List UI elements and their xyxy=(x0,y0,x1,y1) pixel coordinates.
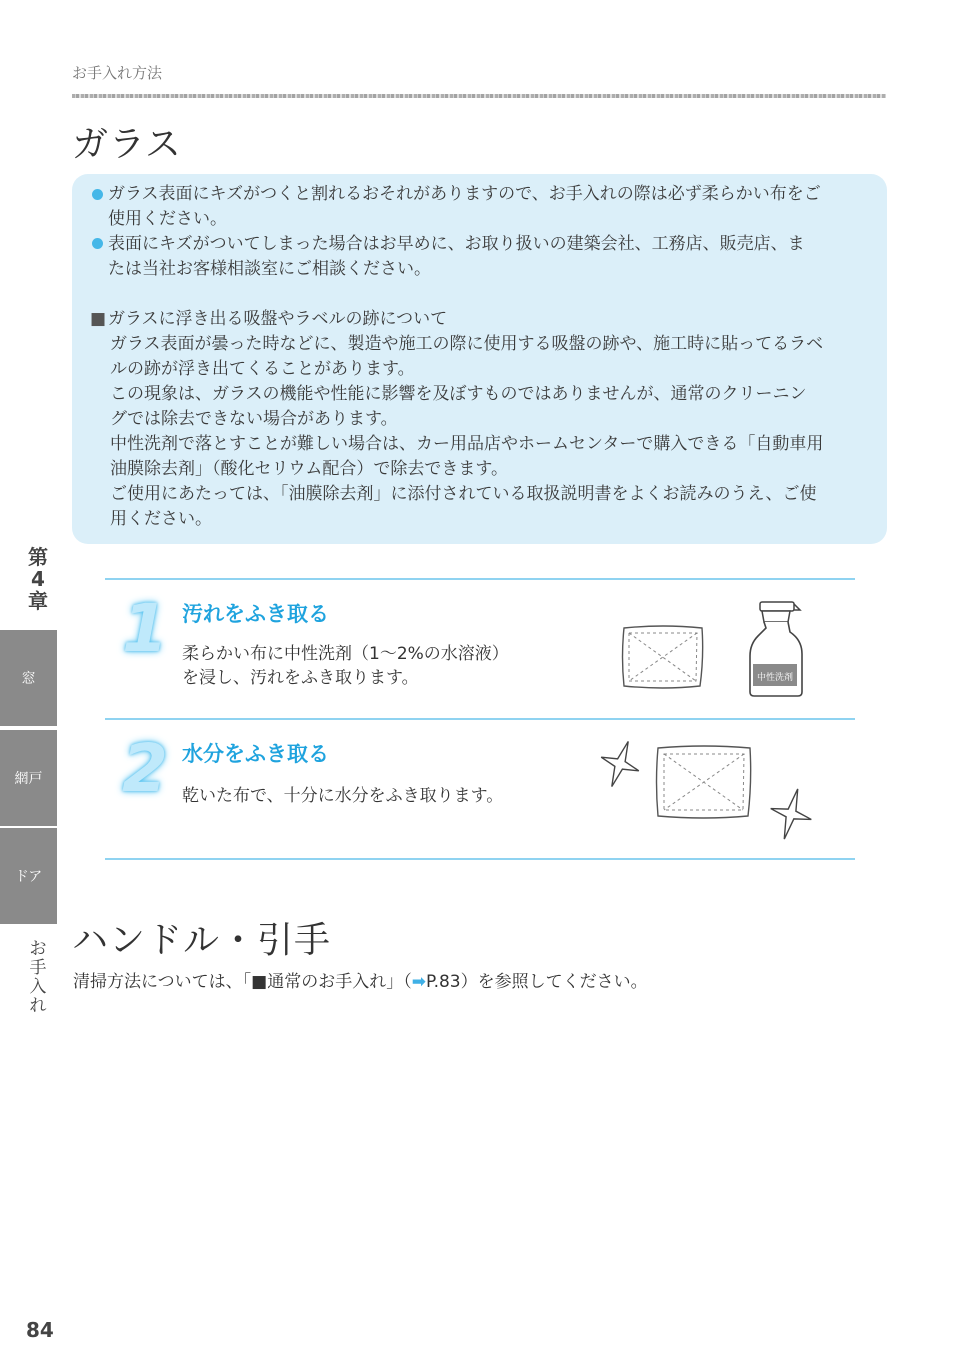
step-2-number: 2 xyxy=(122,730,168,807)
note-line: ガラス表面が曇った時などに、製造や施工の際に使用する吸盤の跡や、施工時に貼ってるラベ xyxy=(110,334,824,354)
bullet-dot-icon xyxy=(92,238,103,249)
ref-suffix: ）を参照してください。 xyxy=(460,972,648,992)
step-1-text-line-1: 柔らかい布に中性洗剤（1〜2%の水溶液） xyxy=(182,644,509,664)
detergent-bottle-icon xyxy=(742,598,806,700)
page-reference-link[interactable]: P.83 xyxy=(425,972,461,992)
header-divider xyxy=(72,94,886,98)
dry-cloth-icon xyxy=(652,742,756,822)
step-2-text-line-1: 乾いた布で、十分に水分をふき取ります。 xyxy=(182,786,504,806)
running-header: お手入れ方法 xyxy=(72,64,163,82)
sidebar-tab-screen[interactable]: 網戸 xyxy=(0,728,57,826)
bullet-2-line-2: たは当社お客様相談室にご相談ください。 xyxy=(108,259,431,279)
ref-section-name: 通常のお手入れ xyxy=(267,972,387,992)
sparkle-icon xyxy=(768,786,814,842)
sidebar-tab-care-active[interactable]: お 手 入 れ xyxy=(29,939,47,1016)
bullet-dot-icon xyxy=(92,189,103,200)
ref-square-icon: ■ xyxy=(251,972,268,992)
step-divider xyxy=(105,718,855,720)
bullet-1-line-1: ガラス表面にキズがつくと割れるおそれがありますので、お手入れの際は必ず柔らかい布をご xyxy=(108,184,821,204)
note-line: ルの跡が浮き出てくることがあります。 xyxy=(110,359,415,379)
bottle-label: 中性洗剤 xyxy=(756,673,793,683)
note-line: グでは除去できない場合があります。 xyxy=(110,409,398,429)
glass-section-title: ガラス xyxy=(72,124,182,165)
note-square-icon: ■ xyxy=(90,309,107,329)
bullet-1-line-2: 使用ください。 xyxy=(108,209,227,229)
sidebar-tab-door[interactable]: ドア xyxy=(0,826,57,924)
note-line: この現象は、ガラスの機能や性能に影響を及ぼすものではありませんが、通常のクリーニン xyxy=(110,384,807,404)
chapter-label: 第 4 章 xyxy=(28,545,48,613)
step-2-title: 水分をふき取る xyxy=(182,742,329,766)
step-divider xyxy=(105,858,855,860)
arrow-right-icon: ➡ xyxy=(411,972,426,992)
step-1-title: 汚れをふき取る xyxy=(182,602,329,626)
sparkle-icon xyxy=(598,738,642,792)
step-divider xyxy=(105,578,855,580)
step-1-number: 1 xyxy=(122,590,168,667)
note-line: ご使用にあたっては、「油膜除去剤」に添付されている取扱説明書をよくお読みのうえ、ご使 xyxy=(110,484,817,504)
step-1-text-line-2: を浸し、汚れをふき取ります。 xyxy=(182,668,419,688)
note-line: 油膜除去剤」（酸化セリウム配合）で除去できます。 xyxy=(110,459,508,479)
note-line: 中性洗剤で落とすことが難しい場合は、カー用品店やホームセンターで購入できる「自動車用 xyxy=(110,434,824,454)
wet-cloth-icon xyxy=(618,622,708,692)
sidebar-tab-window[interactable]: 窓 xyxy=(0,630,57,726)
note-line: 用ください。 xyxy=(110,509,212,529)
page-number: 84 xyxy=(26,1318,54,1342)
ref-prefix: 清掃方法については、「 xyxy=(73,972,252,992)
note-heading: ガラスに浮き出る吸盤やラベルの跡について xyxy=(108,309,448,329)
handle-reference-text xyxy=(73,967,648,992)
bullet-2-line-1: 表面にキズがついてしまった場合はお早めに、お取り扱いの建築会社、工務店、販売店、ま xyxy=(108,234,805,254)
handle-section-title: ハンドル・引手 xyxy=(72,920,332,961)
ref-middle: 」（ xyxy=(386,972,412,992)
glass-info-box xyxy=(72,174,887,544)
